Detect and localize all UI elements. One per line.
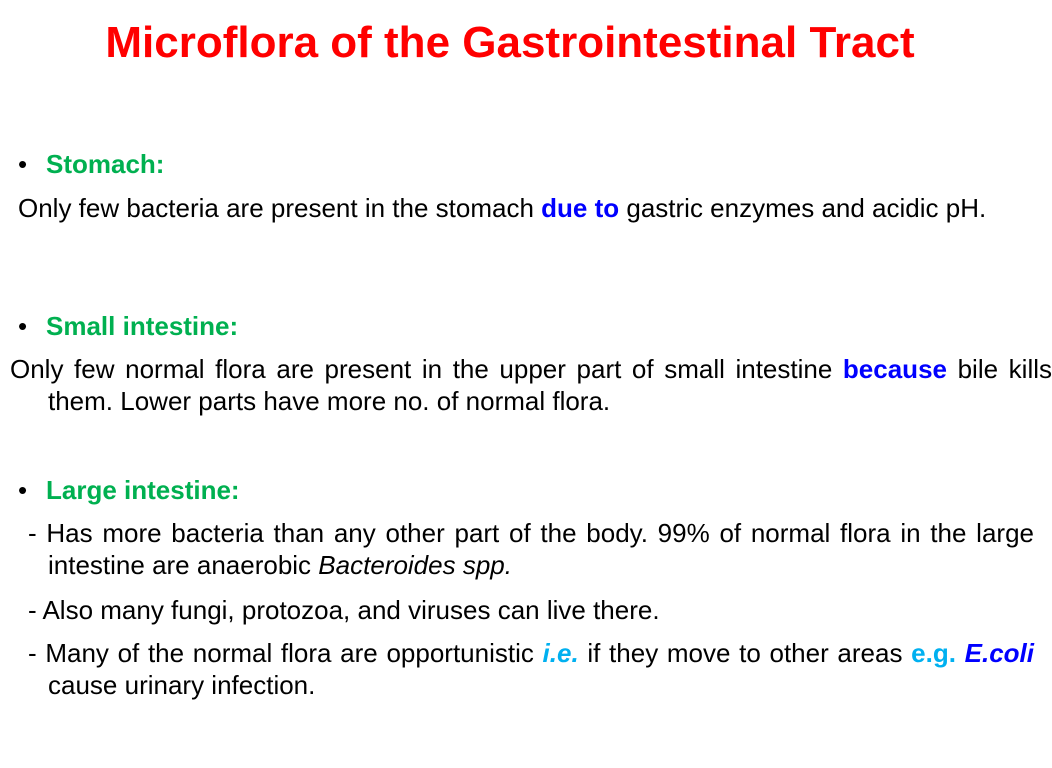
small-intestine-paragraph: [10, 353, 1052, 417]
stomach-emphasis: due to: [541, 193, 620, 223]
bullet-small-intestine: [18, 310, 238, 342]
stomach-paragraph: [10, 192, 1052, 224]
large-intestine-point-3: [28, 637, 1034, 701]
ie-text: i.e.: [542, 638, 579, 668]
eg-text: e.g.: [911, 638, 956, 668]
large-intestine-heading: Large intestine:: [46, 475, 240, 505]
small-intestine-text-1: Only few normal flora are present in the upper part of small intestine: [10, 354, 843, 384]
large-intestine-point-3-text-1: - Many of the normal flora are opportunistic: [28, 638, 543, 668]
ecoli-text: E.coli: [964, 638, 1034, 668]
large-intestine-point-3-text-2: if they move to other areas: [578, 638, 912, 668]
bullet-stomach: [18, 148, 164, 180]
slide-title: Microflora of the Gastrointestinal Tract: [105, 18, 915, 67]
small-intestine-heading: Small intestine:: [46, 311, 239, 341]
bullet-icon: •: [18, 311, 28, 341]
large-intestine-point-2: - Also many fungi, protozoa, and viruses can live there.: [28, 595, 660, 625]
bullet-large-intestine: [18, 474, 240, 506]
bullet-icon: •: [18, 475, 28, 505]
bacteroides-text: Bacteroides spp.: [318, 550, 512, 580]
large-intestine-point-1: [28, 517, 1034, 581]
stomach-text-2: gastric enzymes and acidic pH.: [619, 193, 987, 223]
stomach-heading: Stomach:: [46, 149, 165, 179]
stomach-text-1: Only few bacteria are present in the stomach: [18, 193, 542, 223]
bullet-icon: •: [18, 149, 28, 179]
small-intestine-emphasis: because: [842, 354, 947, 384]
large-intestine-point-3-text-3: cause urinary infection.: [48, 670, 316, 700]
large-intestine-point-1-text: - Has more bacteria than any other part of the body. 99% of normal flora in the large intestine are anaerobic: [28, 518, 1034, 580]
space-text: [956, 638, 965, 668]
small-intestine-text-2: bile kills them. Lower parts have more no. of normal flora.: [48, 354, 1052, 416]
